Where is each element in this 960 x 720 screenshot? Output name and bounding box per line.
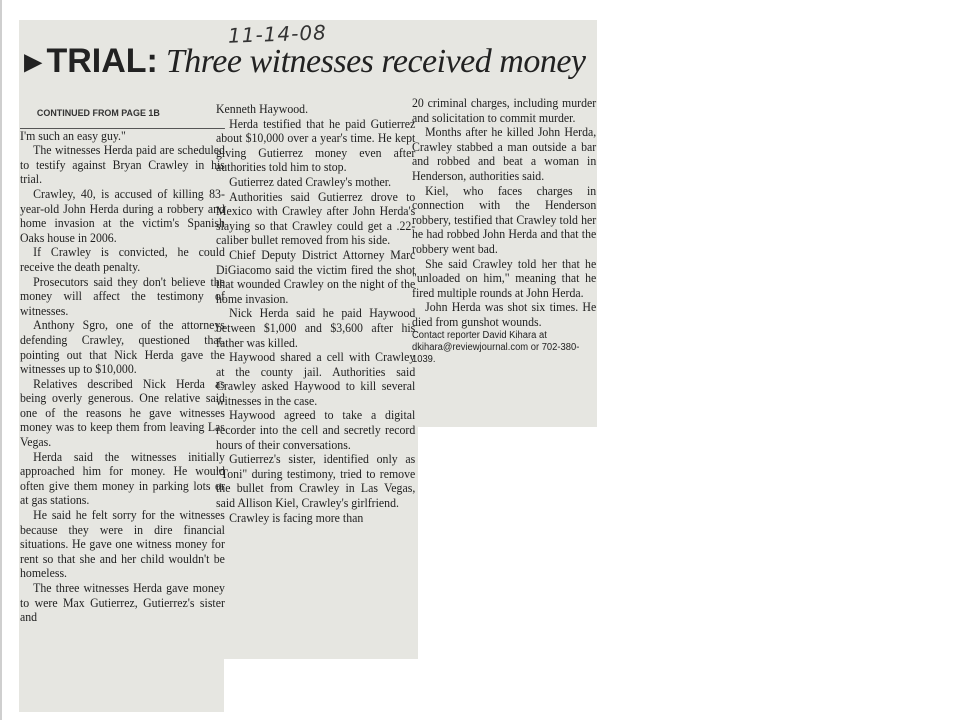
paragraph: Haywood agreed to take a digital recorder into the cell and secretly record hours of their conversations. bbox=[216, 408, 416, 452]
paragraph: The witnesses Herda paid are scheduled to testify against Bryan Crawley in his trial. bbox=[20, 143, 225, 187]
reporter-contact: Contact reporter David Kihara at dkihara@reviewjournal.com or 702-380-1039. bbox=[412, 329, 580, 365]
paragraph: I'm such an easy guy." bbox=[20, 128, 126, 143]
article-column-3 bbox=[412, 96, 596, 366]
handwritten-date: 11-14-08 bbox=[227, 20, 328, 48]
play-arrow-icon: ▶ bbox=[24, 47, 43, 76]
paragraph: Gutierrez's sister, identified only as "Toni" during testimony, tried to remove the bullet from Crawley in Las Vegas, said Allison Kiel, Crawley's girlfriend. bbox=[216, 452, 416, 511]
left-border-line bbox=[0, 0, 2, 720]
paragraph: Authorities said Gutierrez drove to Mexico with Crawley after John Herda's slaying so that Crawley could get a .22-caliber bullet removed from his side. bbox=[216, 189, 416, 248]
paragraph: Crawley is facing more than bbox=[229, 510, 364, 525]
paragraph: She said Crawley told her that he "unloaded on him," meaning that he fired multiple rounds at John Herda. bbox=[412, 256, 597, 300]
paragraph: Herda testified that he paid Gutierrez about $10,000 over a year's time. He kept giving Gutierrez money even after authorities told him to stop. bbox=[216, 116, 416, 175]
paragraph: Herda said the witnesses initially approached him for money. He would often give them money in parking lots or at gas stations. bbox=[20, 449, 225, 508]
headline-kicker: TRIAL: bbox=[46, 42, 158, 80]
paragraph: If Crawley is convicted, he could receive the death penalty. bbox=[20, 245, 225, 274]
headline bbox=[24, 42, 594, 81]
headline-title: Three witnesses received money bbox=[165, 42, 586, 80]
paragraph: The three witnesses Herda gave money to were Max Gutierrez, Gutierrez's sister and bbox=[20, 581, 225, 625]
paragraph: Anthony Sgro, one of the attorneys defending Crawley, questioned that, pointing out that Nick Herda gave the witnesses up to $10,000. bbox=[20, 318, 225, 377]
article-column-2 bbox=[216, 102, 415, 525]
paragraph: Kiel, who faces charges in connection with the Henderson robbery, testified that Crawley told her he had robbed John Herda and that the robbery went bad. bbox=[412, 183, 597, 256]
paragraph: Months after he killed John Herda, Crawley stabbed a man outside a bar and robbed and beat a woman in Henderson, authorities said. bbox=[412, 125, 597, 183]
paragraph: Chief Deputy District Attorney Marc DiGiacomo said the victim fired the shot that wounded Crawley on the night of the home invasion. bbox=[216, 247, 416, 306]
paragraph: 20 criminal charges, including murder and solicitation to commit murder. bbox=[412, 96, 597, 125]
paragraph: Crawley, 40, is accused of killing 83-year-old John Herda during a robbery and home invasion at the victim's Spanish Oaks house in 2006. bbox=[20, 186, 225, 245]
article-column-1 bbox=[20, 107, 225, 625]
paragraph: Prosecutors said they don't believe the money will affect the testimony of witnesses. bbox=[20, 274, 225, 318]
paragraph: Haywood shared a cell with Crawley at the county jail. Authorities said Crawley asked Haywood to kill several witnesses in the case. bbox=[216, 350, 416, 408]
paragraph: Kenneth Haywood. bbox=[216, 102, 309, 116]
continued-from-label: CONTINUED FROM PAGE 1B bbox=[20, 107, 225, 129]
paragraph: Relatives described Nick Herda as being overly generous. One relative said one of the reasons he gave witnesses money was to keep them from leaving Las Vegas. bbox=[20, 376, 225, 450]
paragraph: Gutierrez dated Crawley's mother. bbox=[229, 174, 392, 189]
paragraph: John Herda was shot six times. He died from gunshot wounds. bbox=[412, 300, 597, 329]
paragraph: He said he felt sorry for the witnesses because they were in dire financial situations. He gave one witness money for rent so that she and her child wouldn't be homeless. bbox=[20, 508, 225, 581]
paragraph: Nick Herda said he paid Haywood between $1,000 and $3,600 after his father was killed. bbox=[216, 306, 416, 350]
